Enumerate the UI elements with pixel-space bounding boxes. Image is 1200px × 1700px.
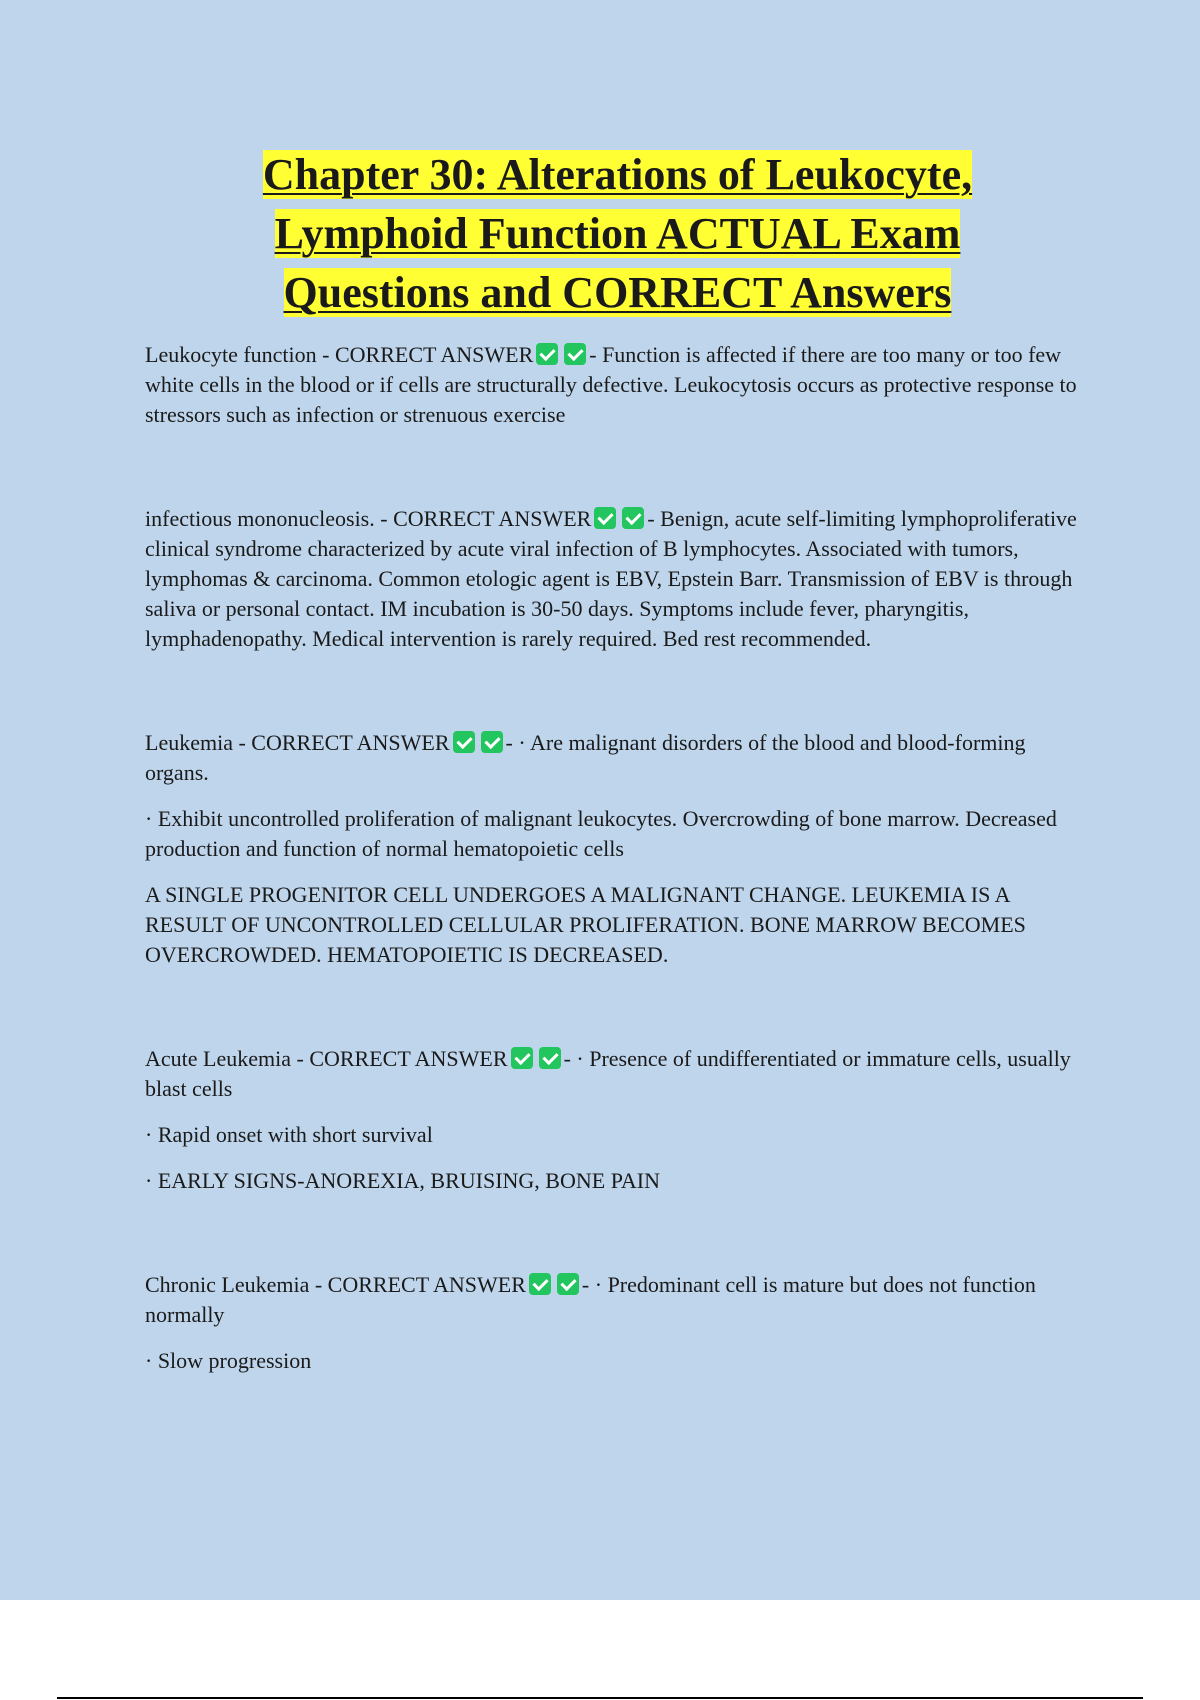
qa-item	[145, 1270, 1090, 1376]
qa-answer-text: - · Presence of undifferentiated or immature cells, usually blast cells	[145, 1046, 1071, 1101]
qa-bullet: · EARLY SIGNS-ANOREXIA, BRUISING, BONE PAIN	[145, 1168, 661, 1193]
qa-item	[145, 340, 1090, 430]
document-title	[145, 145, 1090, 322]
qa-answer	[145, 504, 1090, 654]
answer-marker: CORRECT ANSWER	[309, 1046, 508, 1071]
qa-answer-text: - Function is affected if there are too many or too few white cells in the blood or if cells are structurally defective. Leukocytosis occurs as protective response to stressors such as infection or strenuous exercise	[145, 342, 1077, 427]
qa-answer	[145, 728, 1090, 788]
check-box-icon	[564, 343, 586, 365]
answer-marker: CORRECT ANSWER	[327, 1272, 526, 1297]
qa-term: infectious mononucleosis. -	[145, 506, 394, 531]
qa-bullet: · Rapid onset with short survival	[145, 1122, 433, 1147]
check-box-icon	[529, 1273, 551, 1295]
qa-bullet: · Slow progression	[145, 1348, 312, 1373]
qa-item	[145, 1044, 1090, 1196]
qa-bullet: · Exhibit uncontrolled proliferation of malignant leukocytes. Overcrowding of bone marrow. Decreased production and function of normal hematopoietic cells	[145, 806, 1057, 861]
qa-term: Chronic Leukemia -	[145, 1272, 328, 1297]
check-box-icon	[536, 343, 558, 365]
answer-marker: CORRECT ANSWER	[251, 730, 450, 755]
document-body	[145, 145, 1090, 1376]
qa-term: Leukocyte function -	[145, 342, 335, 367]
footer-divider	[57, 1697, 1143, 1699]
check-box-icon	[622, 507, 644, 529]
title-line-2: Lymphoid Function ACTUAL Exam	[274, 209, 961, 258]
qa-term: Acute Leukemia -	[145, 1046, 310, 1071]
qa-answer-text: - · Are malignant disorders of the blood and blood-forming organs.	[145, 730, 1026, 785]
qa-answer-text: - · Predominant cell is mature but does not function normally	[145, 1272, 1036, 1327]
qa-note: A SINGLE PROGENITOR CELL UNDERGOES A MALIGNANT CHANGE. LEUKEMIA IS A RESULT OF UNCONTROLLED CELLULAR PROLIFERATION. BONE MARROW BECOMES OVERCROWDED. HEMATOPOIETIC IS DECREASED.	[145, 882, 1026, 967]
qa-answer	[145, 1044, 1090, 1104]
title-line-3: Questions and CORRECT Answers	[283, 268, 952, 317]
answer-marker: CORRECT ANSWER	[335, 342, 534, 367]
qa-item	[145, 728, 1090, 970]
answer-marker: CORRECT ANSWER	[393, 506, 592, 531]
title-line-1: Chapter 30: Alterations of Leukocyte,	[262, 150, 973, 199]
qa-answer	[145, 1270, 1090, 1330]
check-box-icon	[511, 1047, 533, 1069]
qa-term: Leukemia -	[145, 730, 252, 755]
check-box-icon	[453, 731, 475, 753]
check-box-icon	[539, 1047, 561, 1069]
check-box-icon	[557, 1273, 579, 1295]
qa-answer	[145, 340, 1090, 430]
check-box-icon	[594, 507, 616, 529]
qa-answer-text: - Benign, acute self-limiting lymphoproliferative clinical syndrome characterized by acute viral infection of B lymphocytes. Associated with tumors, lymphomas & carcinoma. Common etologic agent is EBV, Epstein Barr. Transmission of EBV is through saliva or personal contact. IM incubation is 30-50 days. Symptoms include fever, pharyngitis, lymphadenopathy. Medical intervention is rarely required. Bed rest recommended.	[145, 506, 1077, 651]
check-box-icon	[481, 731, 503, 753]
qa-item	[145, 504, 1090, 654]
